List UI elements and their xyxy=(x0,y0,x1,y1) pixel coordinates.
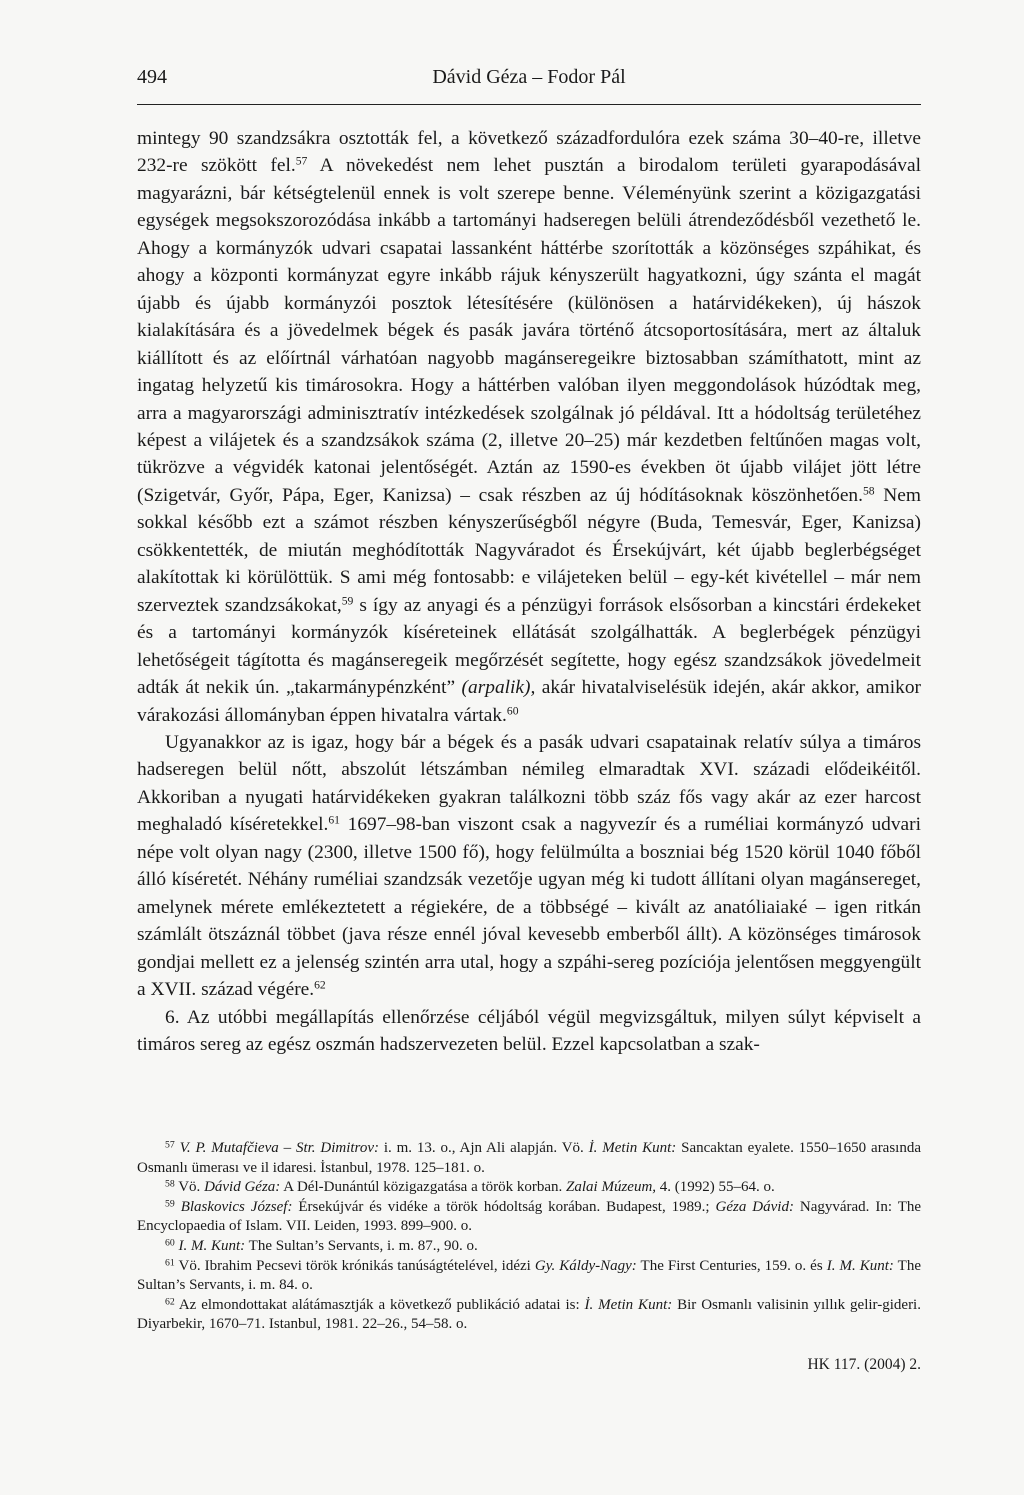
footnote-ref[interactable]: 57 xyxy=(295,155,308,169)
footnote-number: 58 xyxy=(165,1178,175,1190)
page-number: 494 xyxy=(137,66,167,88)
footnote: $^{58}$ Vö. Dávid Géza: A Dél-Dunántúl közigazgatása a török korban. Zalai Múzeum, 4. (1992) 55–64. o. xyxy=(165,1178,775,1196)
footnote: $^{62}$ Az elmondottakat alátámasztják a következő publikáció adatai is: İ. Metin Kunt: Bir Osmanlı valisinin yıllık gelir-gideri. Diyarbekir, 1670–71. Istanbul, 1981. 22–26., 54–58. o. xyxy=(137,1296,921,1333)
footnote-ref[interactable]: 59 xyxy=(341,594,354,608)
footnote-ref[interactable]: 61 xyxy=(328,813,340,827)
footnote-ref[interactable]: 60 xyxy=(506,704,519,718)
footnote-ref[interactable]: 62 xyxy=(314,978,326,992)
footnote-number: 62 xyxy=(165,1296,175,1308)
footnotes xyxy=(137,1139,921,1335)
footnote-number: 59 xyxy=(165,1198,175,1210)
running-head: Dávid Géza – Fodor Pál xyxy=(432,66,626,88)
footnote: $^{57}$ V. P. Mutafčieva – Str. Dimitrov: i. m. 13. o., Ajn Ali alapján. Vö. İ. Metin Kunt: Sancaktan eyalete. 1550–1650 arasında Osmanlı ümerası ve il idaresi. İstanbul, 1978. 125–181. o. xyxy=(137,1139,922,1176)
paragraph: Ugyanakkor az is igaz, hogy bár a bégek és a pasák udvari csapatainak relatív súlya a timáros hadseregen belül nőtt, abszolút létszámban némileg elmaradtak XVI. századi elődeikéitől. Akkoriban a nyugati határvidékeken gyakran találkozni több száz fős vagy akár az ezer harcost meghaladó kíséretekkel.$^{61}$ 1697–98-ban viszont csak a nagyvezír és a ruméliai kormányzó udvari népe volt olyan nagy (2300, illetve 1500 fő), hogy felülmúlta a boszniai bég 1520 körül 1040 főből álló kíséretét. Néhány ruméliai szandzsák vezetője ugyan még ki tudott állítani olyan magánsereget, amelynek mérete emlékeztetett a régiekére, de a többségé – kivált az anatóliaiaké – igen ritkán számlált ötszáznál többet (java része ennél jóval kevesebb emberből állt). A közönséges timárosok gondjai mellett ez a jelenség szintén arra utal, hogy a szpáhi-sereg pozíciója jelentősen meggyengült a XVII. század végére.$^{62}$ xyxy=(137,731,921,1001)
footnote-number: 60 xyxy=(165,1237,175,1249)
footnote-ref[interactable]: 58 xyxy=(862,484,875,498)
footnote-number: 61 xyxy=(165,1257,175,1269)
footnote: $^{59}$ Blaskovics József: Érsekújvár és vidéke a török hódoltság korában. Budapest, 1989.; Géza Dávid: Nagyvárad. In: The Encyclopaedia of Islam. VII. Leiden, 1993. 899–900. o. xyxy=(137,1198,922,1235)
journal-reference: HK 117. (2004) 2. xyxy=(807,1356,921,1373)
footnote: $^{61}$ Vö. Ibrahim Pecsevi török krónikás tanúságtételével, idézi Gy. Káldy-Nagy: The First Centuries, 159. o. és I. M. Kunt: The Sultan’s Servants, i. m. 84. o. xyxy=(137,1257,921,1294)
main-text xyxy=(137,125,921,1058)
page-header xyxy=(137,64,921,105)
footnote-number: 57 xyxy=(165,1139,175,1151)
paragraph: mintegy 90 szandzsákra osztották fel, a következő századfordulóra ezek száma 30–40-re, illetve 232-re szökött fel.$^{57}$ A növekedést nem lehet pusztán a birodalom területi gyarapodásával magyarázni, bár kétségtelenül ennek is volt szerepe benne. Véleményünk szerint a közigazgatási egységek megsokszorozódása inkább a tartományi hadseregen belüli átrendeződésből vezethető le. Ahogy a kormányzók udvari csapatai lassanként háttérbe szorították a közönséges szpáhikat, és ahogy a központi kormányzat egyre inkább rájuk kényszerült hagyatkozni, úgy szánta el magát újabb és újabb kormányzói posztok létesítésére (különösen a határvidékeken), új hászok kialakítására és a jövedelmek bégek és pasák javára történő átcsoportosítására, mert az általuk kiállított és az előírtnál várhatóan nagyobb magánseregeikre biztosabban számíthatott, mint az ingatag helyzetű kis timárosokra. Hogy a háttérben valóban ilyen meggondolások húzódtak meg, arra a magyarországi adminisztratív intézkedések szolgálnak jó példával. Itt a hódoltság területéhez képest a vilájetek és a szandzsákok száma (2, illetve 20–25) már kezdetben feltűnően magas volt, tükrözve a végvidék katonai jelentőségét. Aztán az 1590-es években öt újabb vilájet jött létre (Szigetvár, Győr, Pápa, Eger, Kanizsa) – csak részben az új hódításoknak köszönhetően.$^{58}$ Nem sokkal később ezt a számot részben kényszerűségből négyre (Buda, Temesvár, Eger, Kanizsa) csökkentették, de miután meghódították Nagyváradot és Érsekújvárt, két újabb beglerbégséget alakítottak ki körülöttük. S ami még fontosabb: e vilájeteken belül – egy-két kivétellel – már nem szerveztek szandzsákokat,$^{59}$ s így az anyagi és a pénzügyi források elsősorban a kincstári érdekeket és a tartományi kormányzók kíséreteinek ellátását szolgálhatták. A beglerbégek pénzügyi lehetőségeit tágította és magánseregeik megőrzését segítette, hogy egész szandzsákok jövedelmeit adták át nekik ún. „takarmánypénzként” (arpalik), akár hivatalviselésük idején, akár akkor, amikor várakozási állományban éppen hivatalra vártak.$^{60}$ xyxy=(137,128,921,726)
paragraph: 6. Az utóbbi megállapítás ellenőrzése céljából végül megvizsgáltuk, milyen súlyt képviselt a timáros sereg az egész oszmán hadszervezeten belül. Ezzel kapcsolatban a szak- xyxy=(137,1006,921,1055)
footnote: $^{60}$ I. M. Kunt: The Sultan’s Servants, i. m. 87., 90. o. xyxy=(165,1237,478,1254)
